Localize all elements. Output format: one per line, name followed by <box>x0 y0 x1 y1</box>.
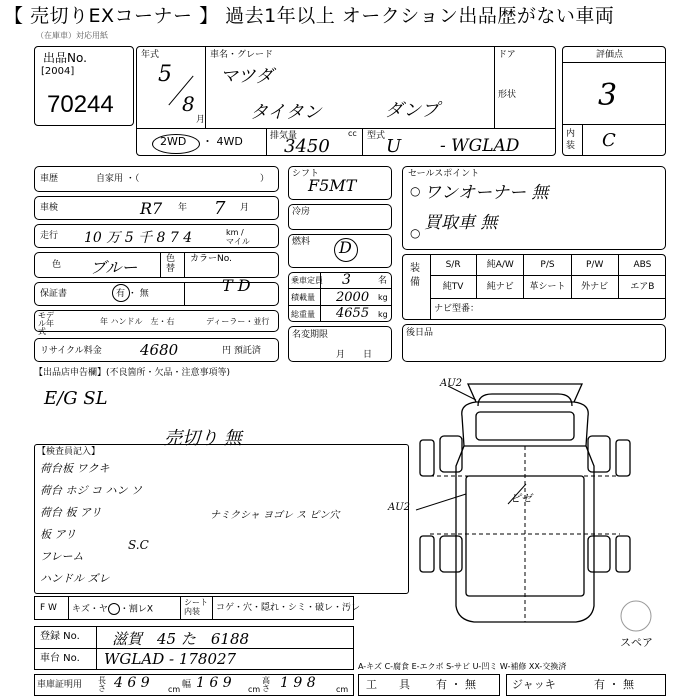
model-year: 5 <box>158 62 172 87</box>
reg-value: 滋賀 45 た 6188 <box>112 630 250 648</box>
mileage-value: 10 万 5 千 8 7 4 <box>84 230 193 246</box>
model-year-label: 年式 <box>141 50 160 60</box>
equipment-item: 純ナビ <box>477 276 524 298</box>
year-tag: [2004] <box>41 66 75 77</box>
load-label: 積載量 <box>291 293 315 302</box>
inspection-month-unit: 月 <box>240 203 250 213</box>
grade: ダンプ <box>385 100 440 121</box>
score-label: 評価点 <box>596 50 624 60</box>
drive-2wd: 2WD <box>160 135 187 148</box>
height-label: 高さ <box>262 676 270 693</box>
history-row <box>34 166 279 192</box>
lot-box <box>34 46 134 126</box>
fuel-label: 燃料 <box>292 237 311 247</box>
color-no-value: T D <box>222 276 251 295</box>
after-label: 後日品 <box>406 328 434 338</box>
inspector-side-note-2: S.C <box>128 538 149 552</box>
model-month: 8 <box>182 92 195 116</box>
inspector-header: 【検査員記入】 <box>37 447 101 457</box>
notes-header: 【出品店申告欄】(不良箇所・欠品・注意事項等) <box>34 368 231 378</box>
banner-title: 【 売切りEXコーナー 】 過去1年以上 オークション出品歴がない車両 <box>4 5 615 27</box>
fw-items-circle <box>108 603 120 615</box>
capacity-label: 乗車定員 <box>291 276 323 285</box>
sales-point-bullet-2: ○ <box>410 226 421 240</box>
seat-label: シート内装 <box>184 598 208 616</box>
load-unit: kg <box>378 293 388 302</box>
warranty-label: 保証書 <box>40 289 68 299</box>
sales-point-2: 買取車 無 <box>424 213 498 233</box>
displacement-label: 排気量 <box>270 131 298 141</box>
inspector-line: 板 アリ <box>40 528 77 541</box>
mileage-units: km / マイル <box>226 228 250 246</box>
door-label: ドア <box>498 50 516 60</box>
type-label: 型式 <box>367 131 386 141</box>
history-close: ） <box>260 174 270 184</box>
chassis-value: WGLAD - 178027 <box>104 650 237 668</box>
displacement-unit: cc <box>348 129 357 138</box>
diagram-note-left: AU2 <box>388 502 411 513</box>
recycle-label: リサイクル料金 <box>40 346 102 356</box>
equipment-item: ABS <box>619 254 666 276</box>
interior-label: 内装 <box>566 129 576 151</box>
warranty-options: 有 ・ 無 <box>116 289 149 299</box>
chassis-label: 車台 No. <box>40 653 80 664</box>
inspection-label: 車検 <box>40 203 59 213</box>
gross-value: 4655 <box>336 306 370 321</box>
equipment-item: 外ナビ <box>572 276 619 298</box>
history-options: 自家用 ・（ <box>96 174 140 184</box>
recycle-value: 4680 <box>140 341 179 359</box>
equipment-item: 純TV <box>430 276 477 298</box>
spare-label: スペア <box>620 636 653 649</box>
inspector-line: 荷台 板 アリ <box>40 506 102 519</box>
dealer-label: ディーラー・並行 <box>206 317 270 326</box>
inspector-side-note: ナミクシャ ヨゴレ ス ピン穴 <box>210 510 340 521</box>
width-value: 1 6 9 <box>196 675 232 691</box>
color-label: 色 <box>52 260 62 270</box>
inspection-era: R7 <box>140 199 163 218</box>
color-no-label: カラーNo. <box>190 254 232 264</box>
mileage-label: 走行 <box>40 231 59 241</box>
model-year-small-label: モデル年式 <box>38 311 54 336</box>
vehicle-diagram <box>380 376 680 636</box>
jack-options: 有 ・ 無 <box>594 678 634 691</box>
navi-label: ナビ型番： <box>434 304 480 314</box>
cert-label: 車庫証明用 <box>37 680 83 690</box>
note-1: E/G SL <box>44 388 108 409</box>
inspector-line: 荷台板 ワクキ <box>40 462 110 475</box>
capacity-unit: 名 <box>378 276 388 286</box>
handle-label: 年 ハンドル 左・右 <box>100 317 175 326</box>
equipment-label: 装備 <box>410 263 420 288</box>
length-unit: cm <box>168 685 181 694</box>
type-code: - WGLAD <box>440 136 520 156</box>
maker: マツダ <box>220 66 274 87</box>
fuel-value: D <box>339 238 352 257</box>
name-change-units: 月 日 <box>336 350 373 360</box>
type-prefix: U <box>386 136 402 157</box>
equipment-item: P/W <box>572 254 619 276</box>
tools-options: 有 ・ 無 <box>436 678 476 691</box>
equipment-item: P/S <box>524 254 571 276</box>
equipment-item: エアB <box>630 282 655 292</box>
month-unit: 月 <box>196 115 206 125</box>
equipment-item: S/R <box>430 254 477 276</box>
fw-items: キズ・ヤ ・割レX <box>72 604 153 615</box>
height-value: 1 9 8 <box>280 675 316 691</box>
color-value: ブルー <box>90 258 138 277</box>
form-caption: （在庫車）対応用紙 <box>36 31 108 40</box>
inspection-month: 7 <box>214 198 226 219</box>
inspector-line: フレーム <box>40 550 84 563</box>
history-label: 車歴 <box>40 174 59 184</box>
inspection-year-unit: 年 <box>178 203 188 213</box>
equipment-item: 純A/W <box>477 254 524 276</box>
jack-label: ジャッキ <box>512 678 556 691</box>
inspector-line: 荷台 ホジ コ ハン ソ <box>40 484 142 497</box>
name-grade-label: 車名・グレード <box>210 50 274 60</box>
note-2: 売切り 無 <box>164 428 242 449</box>
drive-4wd: ・ 4WD <box>202 135 243 148</box>
sales-point-label: セールスポイント <box>408 169 480 179</box>
color-row <box>34 252 279 278</box>
diagram-note-center: ピゼ <box>510 492 532 505</box>
recycle-unit: 円 預託済 <box>222 346 261 356</box>
shift-label: シフト <box>292 169 320 179</box>
model: タイタン <box>250 102 322 123</box>
inspector-line: ハンドル ズレ <box>40 572 110 585</box>
equipment-item: 革シート <box>524 276 571 298</box>
lot-number: 70244 <box>47 91 114 118</box>
damage-legend: A-キズ C-腐食 E-エクボ S-サビ U-凹ミ W-補修 XX-交換済 <box>358 662 567 671</box>
seat-items: コゲ・穴・隠れ・シミ・破レ・汚レ <box>216 603 361 613</box>
lot-label: 出品No. <box>43 51 87 65</box>
equipment-grid <box>430 254 666 298</box>
diagram-note-top: AU2 <box>440 378 463 389</box>
color-change-label: 色替 <box>166 254 176 274</box>
shape-label: 形状 <box>498 90 517 100</box>
score-value: 3 <box>598 78 618 113</box>
gross-label: 総重量 <box>291 310 315 319</box>
ac-label: 冷房 <box>292 207 311 217</box>
after-box <box>402 324 666 362</box>
reg-label: 登録 No. <box>40 631 80 642</box>
height-unit: cm <box>336 685 349 694</box>
interior-grade: C <box>602 130 616 151</box>
capacity-value: 3 <box>342 272 351 288</box>
shift-value: F5MT <box>308 176 357 195</box>
width-unit: cm <box>248 685 261 694</box>
load-value: 2000 <box>336 290 370 305</box>
tools-label: 工 具 <box>366 678 410 691</box>
width-label: 幅 <box>182 680 192 690</box>
sales-point-bullet-1: ○ <box>410 184 421 198</box>
gross-unit: kg <box>378 310 388 319</box>
length-value: 4 6 9 <box>114 675 150 691</box>
length-label: 長さ <box>98 676 106 693</box>
sales-point-1: ワンオーナー 無 <box>424 183 549 203</box>
displacement: 3450 <box>284 136 330 157</box>
name-change-label: 名変期限 <box>292 330 329 340</box>
fw-label: F W <box>40 603 57 613</box>
